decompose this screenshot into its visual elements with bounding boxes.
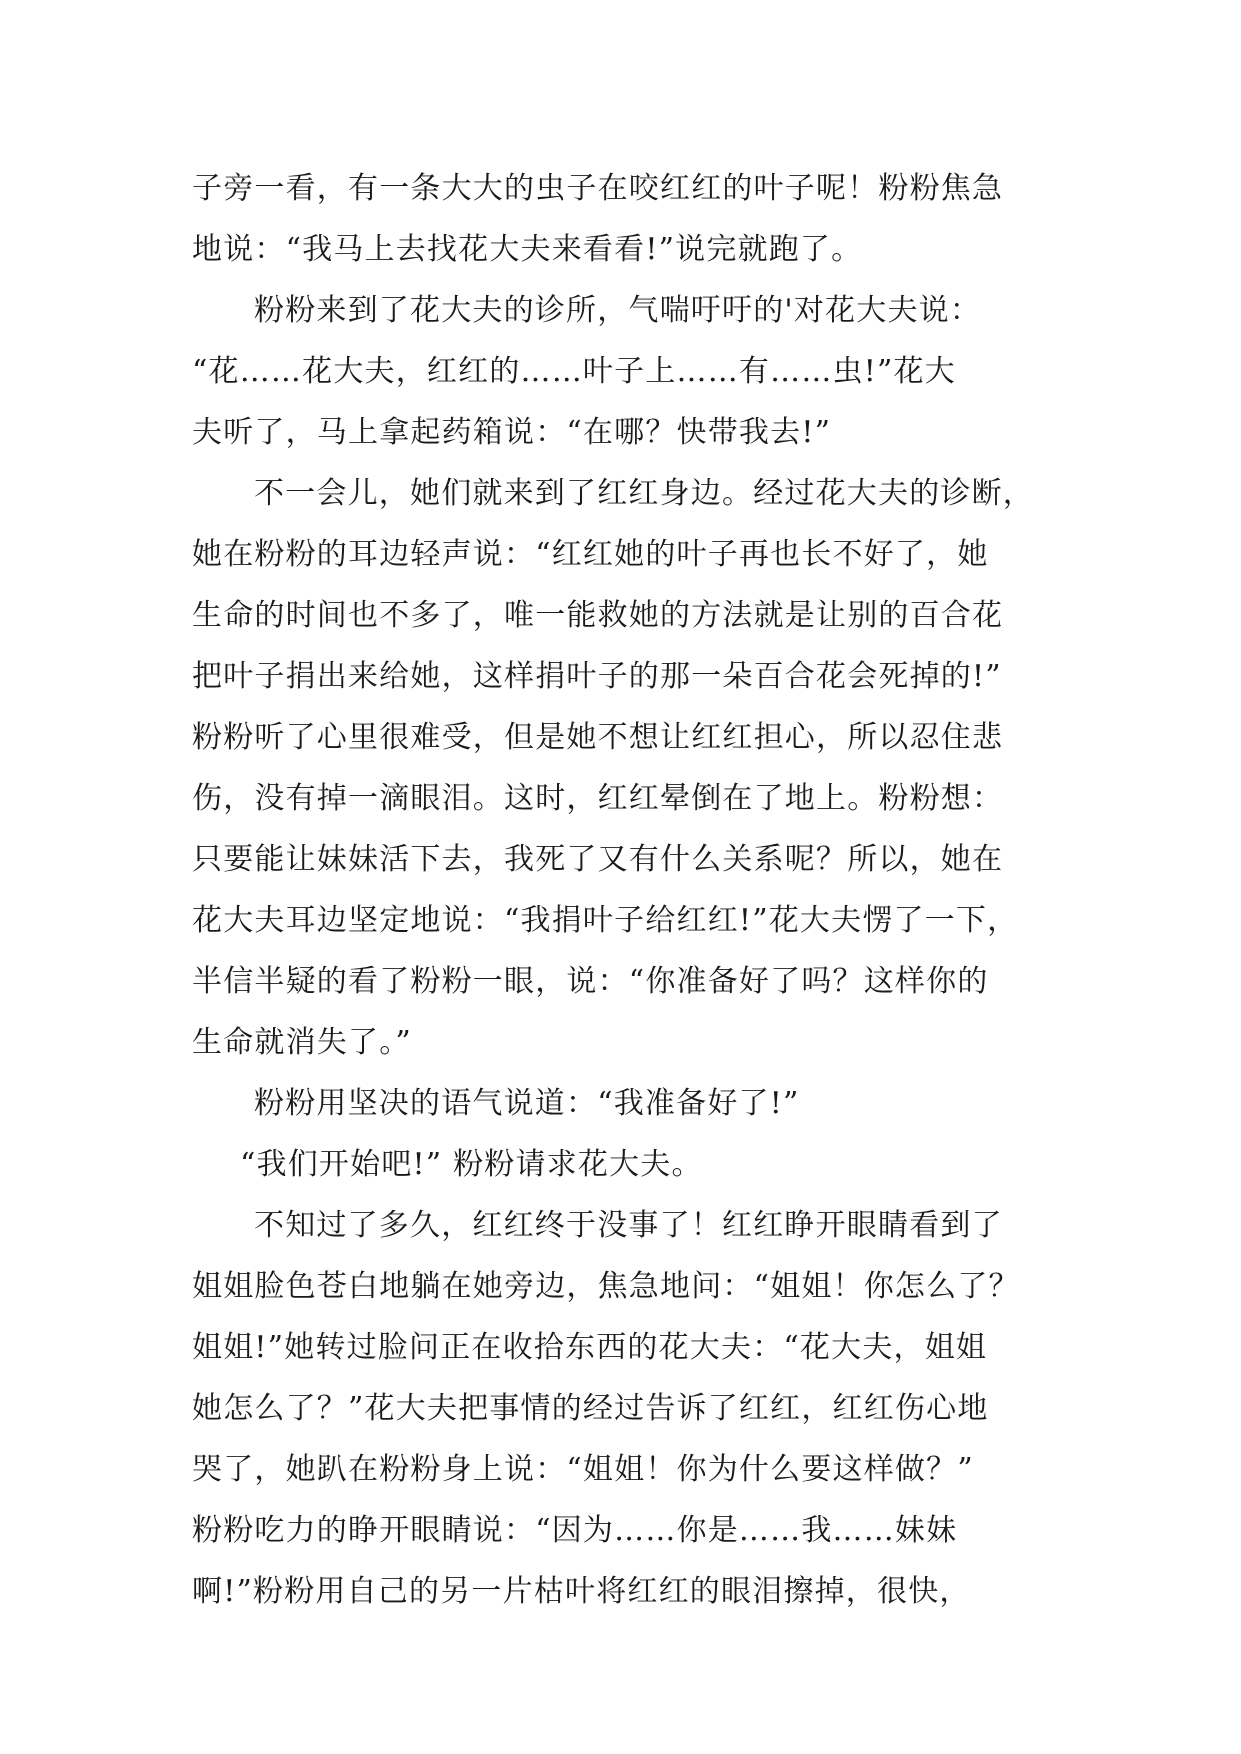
text-line: 粉粉吃力的睁开眼睛说：“因为……你是……我……妹妹: [192, 1513, 958, 1548]
paragraph-start-line: 不知过了多久，红红终于没事了！红红睁开眼睛看到了: [254, 1208, 1003, 1243]
paragraph-start-line: 粉粉用坚决的语气说道：“我准备好了!”: [254, 1086, 800, 1121]
text-line: 只要能让妹妹活下去，我死了又有什么关系呢？所以，她在: [192, 842, 1004, 877]
text-line: 她在粉粉的耳边轻声说：“红红她的叶子再也长不好了，她: [192, 537, 989, 572]
paragraph-start-line: “我们开始吧!” 粉粉请求花大夫。: [240, 1147, 703, 1182]
text-line: 啊!”粉粉用自己的另一片枯叶将红红的眼泪擦掉，很快，: [192, 1574, 971, 1609]
text-line: 花大夫耳边坚定地说：“我捐叶子给红红!”花大夫愣了一下，: [192, 903, 1019, 938]
text-line: 地说：“我马上去找花大夫来看看!”说完就跑了。: [192, 232, 863, 267]
paragraph-start-line: 不一会儿，她们就来到了红红身边。经过花大夫的诊断，: [254, 476, 1034, 511]
text-line: “花……花大夫，红红的……叶子上……有……虫!”花大: [192, 354, 956, 389]
text-line: 生命的时间也不多了，唯一能救她的方法就是让别的百合花: [192, 598, 1004, 633]
text-line: 夫听了，马上拿起药箱说：“在哪？快带我去!”: [192, 415, 832, 450]
text-line: 她怎么了？”花大夫把事情的经过告诉了红红，红红伤心地: [192, 1391, 989, 1426]
paragraph-start-line: 粉粉来到了花大夫的诊所，气喘吁吁的'对花大夫说：: [254, 293, 982, 328]
text-line: 姐姐脸色苍白地躺在她旁边，焦急地问：“姐姐！你怎么了？: [192, 1269, 1020, 1304]
text-line: 子旁一看，有一条大大的虫子在咬红红的叶子呢！粉粉焦急: [192, 171, 1004, 206]
text-line: 姐姐!”她转过脸问正在收拾东西的花大夫：“花大夫，姐姐: [192, 1330, 988, 1365]
text-line: 哭了，她趴在粉粉身上说：“姐姐！你为什么要这样做？”: [192, 1452, 974, 1487]
text-line: 把叶子捐出来给她，这样捐叶子的那一朵百合花会死掉的!”: [192, 659, 1002, 694]
text-line: 生命就消失了。”: [192, 1025, 412, 1060]
text-line: 半信半疑的看了粉粉一眼，说：“你准备好了吗？这样你的: [192, 964, 989, 999]
body-text: [192, 158, 1072, 1622]
text-line: 伤，没有掉一滴眼泪。这时，红红晕倒在了地上。粉粉想：: [192, 781, 1004, 816]
text-line: 粉粉听了心里很难受，但是她不想让红红担心，所以忍住悲: [192, 720, 1004, 755]
